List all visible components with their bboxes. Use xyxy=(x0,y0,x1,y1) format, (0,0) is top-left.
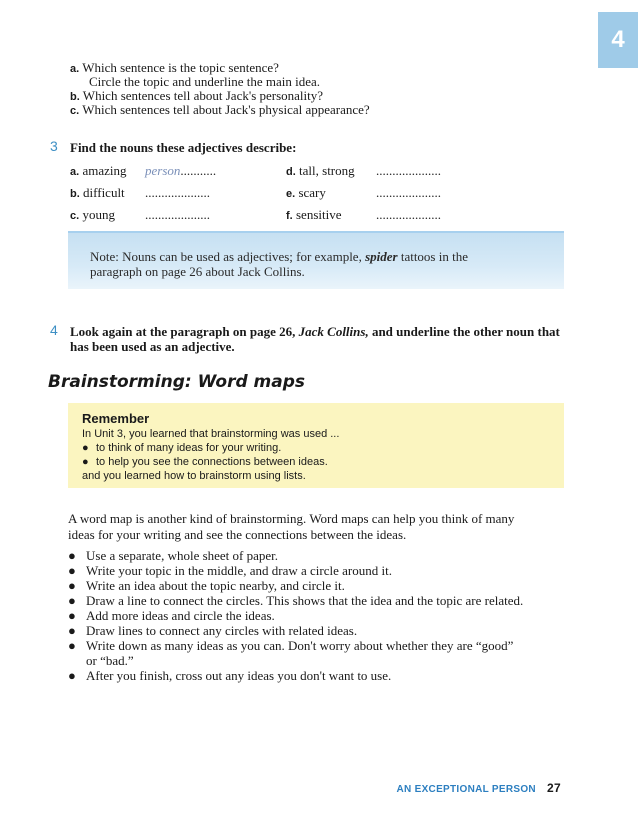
page-number: 27 xyxy=(547,781,561,795)
exercise-3-answer-e[interactable]: .................... xyxy=(376,185,441,200)
exercise-3-answer-a[interactable]: person........... xyxy=(145,163,217,178)
exercise-4-line-1: Look again at the paragraph on page 26, Jack Collins, and underline the other noun that xyxy=(70,324,560,339)
steps-list xyxy=(68,548,568,683)
unit-tab xyxy=(598,12,638,68)
list-item: ● Write your topic in the middle, and draw a circle around it. xyxy=(68,563,392,578)
remember-outro: and you learned how to brainstorm using lists. xyxy=(82,470,306,482)
question-a: a. Which sentence is the topic sentence? xyxy=(70,60,279,75)
remember-bullet-2: ● to help you see the connections between ideas. xyxy=(82,456,328,468)
list-item: ● Draw a line to connect the circles. This shows that the idea and the topic are related. xyxy=(68,593,524,608)
exercise-3-answer-c[interactable]: .................... xyxy=(145,207,210,222)
running-footer xyxy=(396,781,561,795)
list-item: ● Use a separate, whole sheet of paper. xyxy=(68,548,279,563)
list-item: ● Add more ideas and circle the ideas. xyxy=(68,608,275,623)
remember-box xyxy=(68,403,564,488)
exercise-4-number: 4 xyxy=(50,322,58,338)
exercise-3-item-e: e. scary xyxy=(286,185,326,200)
question-b: b. Which sentences tell about Jack's personality? xyxy=(70,88,324,103)
exercise-3-instruction: Find the nouns these adjectives describe: xyxy=(70,140,297,155)
list-item: ● Write down as many ideas as you can. Don't worry about whether they are “good” xyxy=(68,638,514,653)
list-item-continuation: or “bad.” xyxy=(86,653,134,668)
remember-bullet-1: ● to think of many ideas for your writing. xyxy=(82,442,282,454)
question-a-continued: Circle the topic and underline the main idea. xyxy=(89,74,321,89)
exercise-3-answer-b[interactable]: .................... xyxy=(145,185,210,200)
list-item: ● Write an idea about the topic nearby, and circle it. xyxy=(68,578,345,593)
footer-title: AN EXCEPTIONAL PERSON xyxy=(396,784,536,795)
exercise-3-item-c: c. young xyxy=(70,207,115,222)
remember-intro: In Unit 3, you learned that brainstorming was used ... xyxy=(82,428,340,440)
list-item: ● After you finish, cross out any ideas you don't want to use. xyxy=(68,668,392,683)
question-c: c. Which sentences tell about Jack's physical appearance? xyxy=(70,102,370,117)
exercise-3-item-d: d. tall, strong xyxy=(286,163,355,178)
exercise-3-item-b: b. difficult xyxy=(70,185,125,200)
exercise-3-number: 3 xyxy=(50,138,58,154)
note-box xyxy=(68,231,564,289)
exercise-3-answer-f[interactable]: .................... xyxy=(376,207,441,222)
remember-title: Remember xyxy=(82,411,150,426)
exercise-4-line-2: has been used as an adjective. xyxy=(70,339,235,354)
exercise-3-answer-d[interactable]: .................... xyxy=(376,163,441,178)
exercise-3-item-f: f. sensitive xyxy=(286,207,342,222)
section-heading: Brainstorming: Word maps xyxy=(48,372,306,392)
unit-number: 4 xyxy=(611,26,625,53)
list-item: ● Draw lines to connect any circles with related ideas. xyxy=(68,623,358,638)
intro-paragraph: A word map is another kind of brainstorming. Word maps can help you think of many ideas for your writing and see the connections between the ideas. xyxy=(68,511,515,542)
note-text: Note: Nouns can be used as adjectives; for example, spider tattoos in the paragraph on page 26 about Jack Collins. xyxy=(90,249,468,279)
exercise-3-item-a: a. amazing xyxy=(70,163,127,178)
